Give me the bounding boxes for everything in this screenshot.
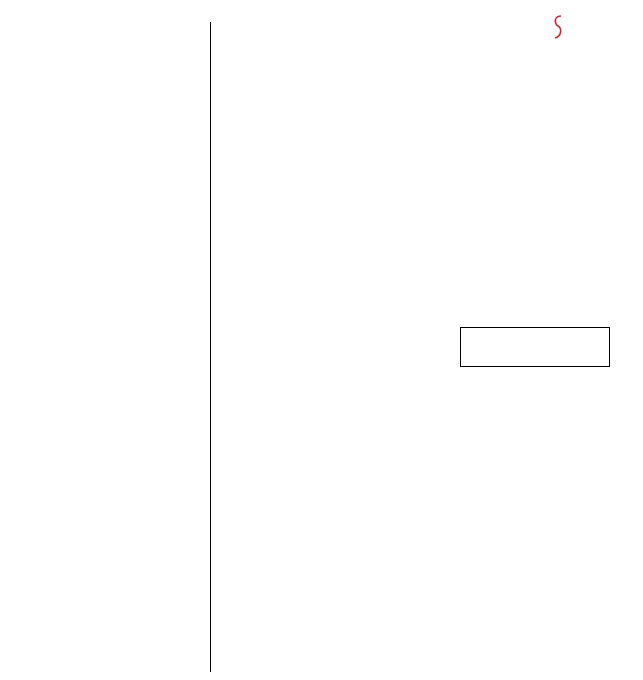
champion-box [460, 327, 610, 367]
logo-swirl-icon [552, 14, 564, 40]
tournament-logo [552, 14, 622, 44]
draw-divider [210, 22, 211, 672]
